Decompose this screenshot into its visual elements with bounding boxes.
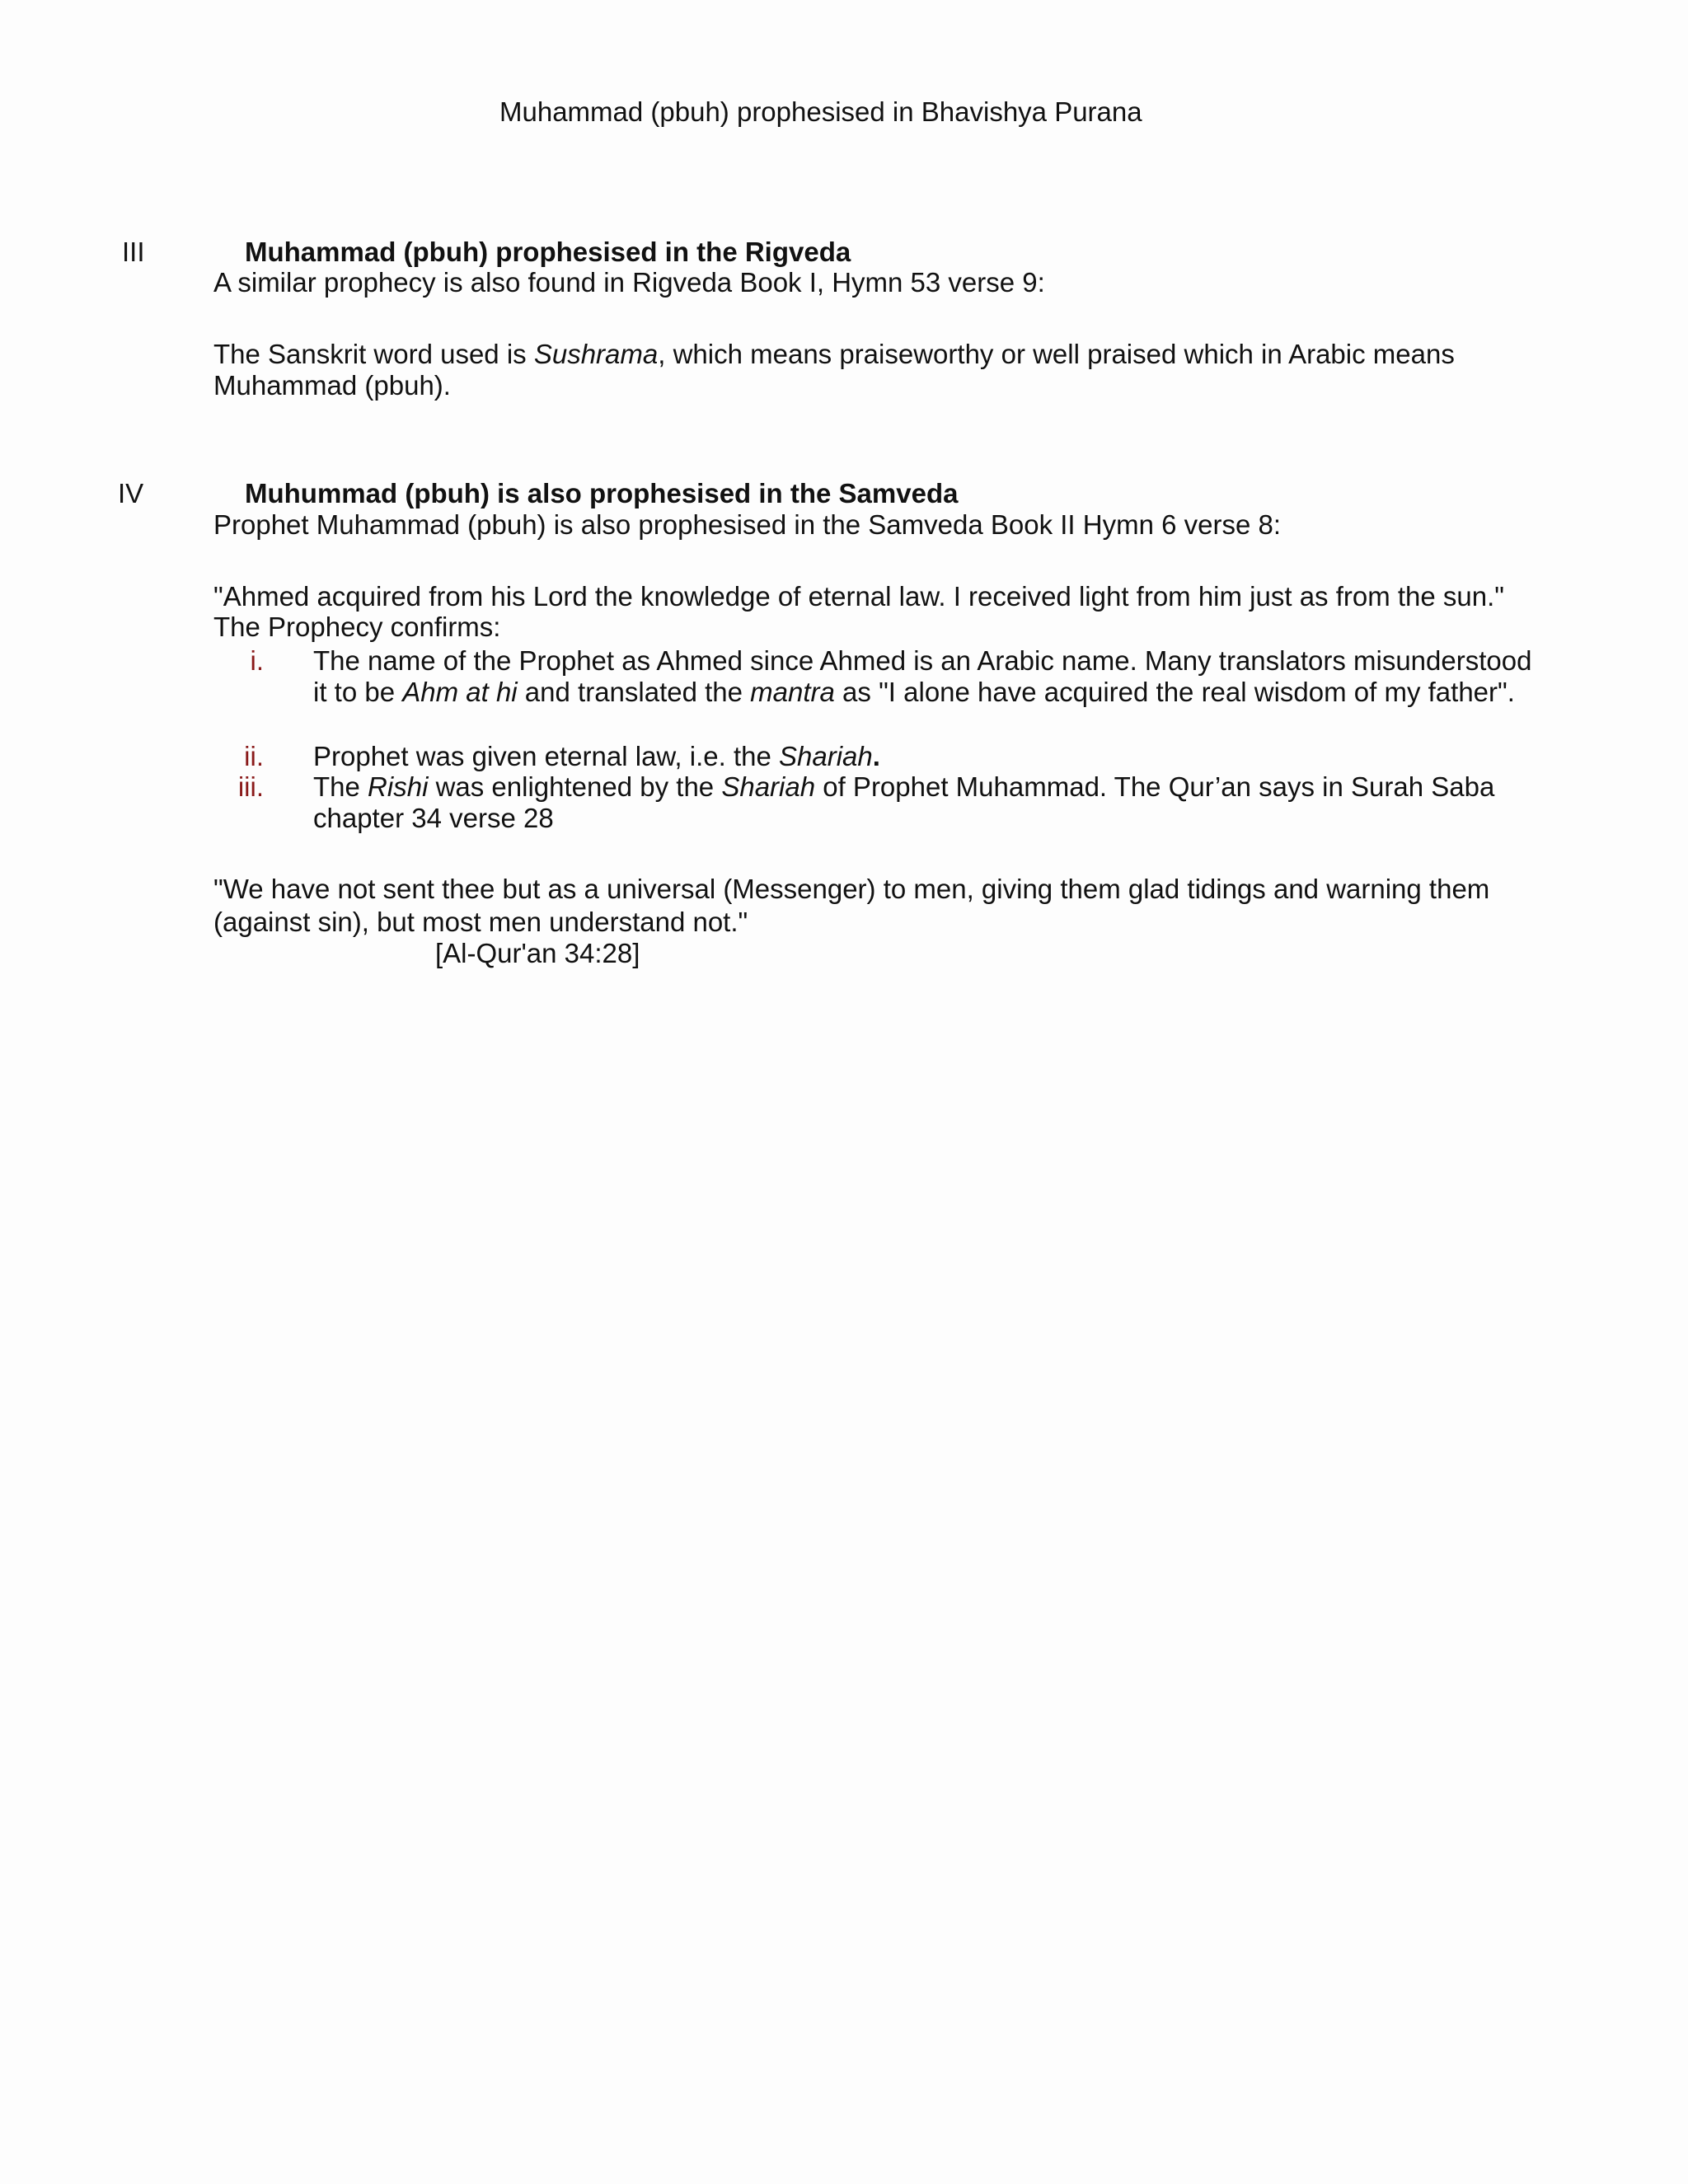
list-item-text: and translated the (517, 677, 751, 707)
list-item-text: . (872, 741, 880, 771)
section-4-heading: Muhummad (pbuh) is also prophesised in the Samveda (245, 478, 959, 509)
italic-term: Shariah (779, 741, 873, 771)
section-4-numeral: IV (118, 478, 144, 509)
confirms-label: The Prophecy confirms: (213, 612, 501, 642)
samveda-quote: "Ahmed acquired from his Lord the knowledge of eternal law. I received light from him just as from the sun." (213, 581, 1505, 612)
list-item-text: of Prophet Muhammad. The Qur’an says in Surah Saba (815, 771, 1495, 802)
section-3-heading: Muhammad (pbuh) prophesised in the Rigveda (245, 237, 851, 267)
list-item (313, 741, 880, 772)
quran-quote-line: "We have not sent thee but as a universal (Messenger) to men, giving them glad tidings and warning them (213, 874, 1490, 904)
paragraph-text: The Sanskrit word used is (213, 339, 534, 369)
sanskrit-term: Sushrama (533, 339, 659, 369)
list-item-text: chapter 34 verse 28 (313, 803, 554, 833)
section-3-paragraph (213, 339, 1549, 401)
list-item-text: Prophet was given eternal law, i.e. the (313, 741, 779, 771)
paragraph-text: , which means praiseworthy or well praised which in Arabic means (658, 339, 1455, 369)
section-3-numeral: III (122, 237, 145, 267)
list-item-text: as "I alone have acquired the real wisdom of my father". (834, 677, 1515, 707)
page-title: Muhammad (pbuh) prophesised in Bhavishya Purana (499, 96, 1142, 127)
paragraph-text: Muhammad (pbuh). (213, 370, 451, 401)
italic-term: Shariah (721, 771, 816, 802)
section-3-intro: A similar prophecy is also found in Rigveda Book I, Hymn 53 verse 9: (213, 267, 1045, 298)
list-item-text: The name of the Prophet as Ahmed since Ahmed is an Arabic name. Many translators misunderstood (313, 645, 1532, 676)
list-item-number: iii. (237, 771, 264, 802)
list-item-number: i. (250, 645, 264, 676)
section-4-intro: Prophet Muhammad (pbuh) is also prophesised in the Samveda Book II Hymn 6 verse 8: (213, 509, 1281, 540)
italic-term: Rishi (368, 771, 429, 802)
list-item-number: ii. (244, 741, 264, 771)
italic-term: Ahm at hi (402, 677, 518, 707)
quran-citation: [Al-Qur'an 34:28] (435, 938, 640, 968)
italic-term: mantra (750, 677, 835, 707)
list-item-text: was enlightened by the (428, 771, 722, 802)
list-item-text: it to be (313, 677, 403, 707)
quran-quote-line: (against sin), but most men understand not." (213, 907, 748, 937)
list-item (313, 771, 1550, 834)
list-item (313, 645, 1550, 708)
list-item-text: The (313, 771, 368, 802)
